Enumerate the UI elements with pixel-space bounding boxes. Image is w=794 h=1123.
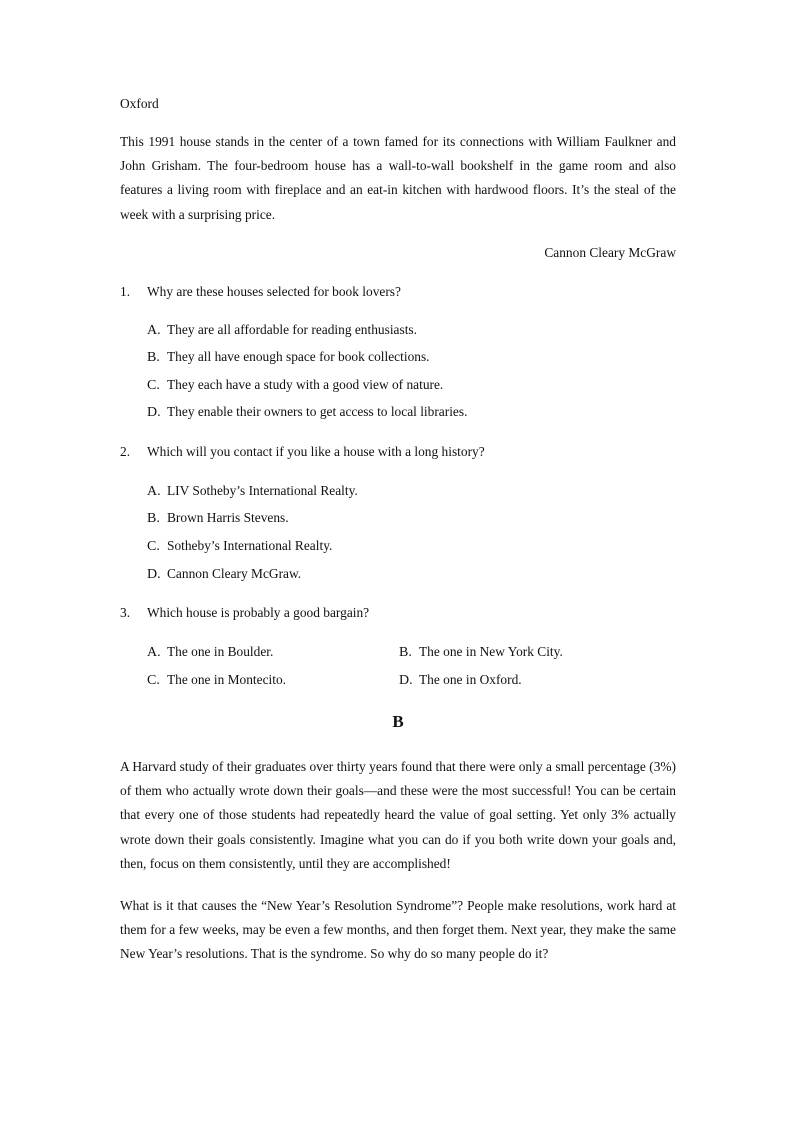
option-text: They are all affordable for reading enthusiasts.	[167, 322, 417, 337]
option-letter: D.	[147, 405, 161, 420]
option-text: The one in Boulder.	[167, 644, 274, 659]
passage-paragraph-2: What is it that causes the “New Year’s Resolution Syndrome”? People make resolutions, work hard at them for a few weeks, may be even a few months, and then forget them. Next year, they make the same New Year’s resolutions. That is the syndrome. So why do so many people do it?	[120, 898, 676, 962]
option-text: Sotheby’s International Realty.	[167, 538, 333, 553]
option-letter: C.	[147, 539, 160, 554]
option-letter: B.	[147, 511, 160, 526]
option-letter: A.	[147, 645, 161, 660]
option-1c[interactable]	[147, 377, 443, 394]
listing-description: This 1991 house stands in the center of a town famed for its connections with William Faulkner and John Grisham. The four-bedroom house has a wall-to-wall bookshelf in the game room and also features a living room with fireplace and an eat-in kitchen with hardwood floors. It’s the steal of the week with a surprising price.	[120, 134, 676, 222]
option-2d[interactable]	[147, 566, 301, 583]
option-text: They enable their owners to get access to local libraries.	[167, 404, 468, 419]
question-number: 2.	[120, 444, 131, 459]
option-3a[interactable]	[147, 644, 273, 661]
question-text: Why are these houses selected for book lovers?	[147, 284, 401, 299]
option-1b[interactable]	[147, 349, 430, 366]
option-1d[interactable]	[147, 404, 467, 421]
question-number: 3.	[120, 605, 131, 620]
option-text: They all have enough space for book collections.	[167, 349, 430, 364]
listing-city: Oxford	[120, 96, 159, 111]
passage-paragraph-1: A Harvard study of their graduates over thirty years found that there were only a small percentage (3%) of them who actually wrote down their goals—and these were the most successful! You can be certain that every one of those students had repeatedly heard the value of goal setting. Yet only 3% actually wrote down their goals consistently. Imagine what you can do if you both write down your goals and, then, focus on them consistently, until they are accomplished!	[120, 759, 676, 871]
option-letter: A.	[147, 323, 161, 338]
question-text: Which will you contact if you like a house with a long history?	[147, 444, 485, 459]
option-1a[interactable]	[147, 322, 417, 339]
listing-agent: Cannon Cleary McGraw	[544, 245, 676, 260]
option-letter: C.	[147, 673, 160, 688]
option-letter: B.	[147, 350, 160, 365]
option-2a[interactable]	[147, 483, 358, 500]
option-text: The one in Montecito.	[167, 672, 286, 687]
section-heading: B	[392, 712, 404, 731]
option-text: Brown Harris Stevens.	[167, 510, 289, 525]
option-letter: C.	[147, 378, 160, 393]
question-text: Which house is probably a good bargain?	[147, 605, 370, 620]
option-text: The one in New York City.	[419, 644, 563, 659]
option-text: The one in Oxford.	[419, 672, 522, 687]
option-2b[interactable]	[147, 510, 289, 527]
option-letter: D.	[399, 673, 413, 688]
option-3c[interactable]	[147, 672, 286, 689]
option-3b[interactable]	[399, 644, 563, 661]
option-text: They each have a study with a good view of nature.	[167, 377, 444, 392]
option-2c[interactable]	[147, 538, 332, 555]
question-number: 1.	[120, 284, 131, 299]
option-text: LIV Sotheby’s International Realty.	[167, 483, 358, 498]
option-letter: B.	[399, 645, 412, 660]
option-3d[interactable]	[399, 672, 522, 689]
option-letter: D.	[147, 567, 161, 582]
option-letter: A.	[147, 484, 161, 499]
option-text: Cannon Cleary McGraw.	[167, 566, 302, 581]
